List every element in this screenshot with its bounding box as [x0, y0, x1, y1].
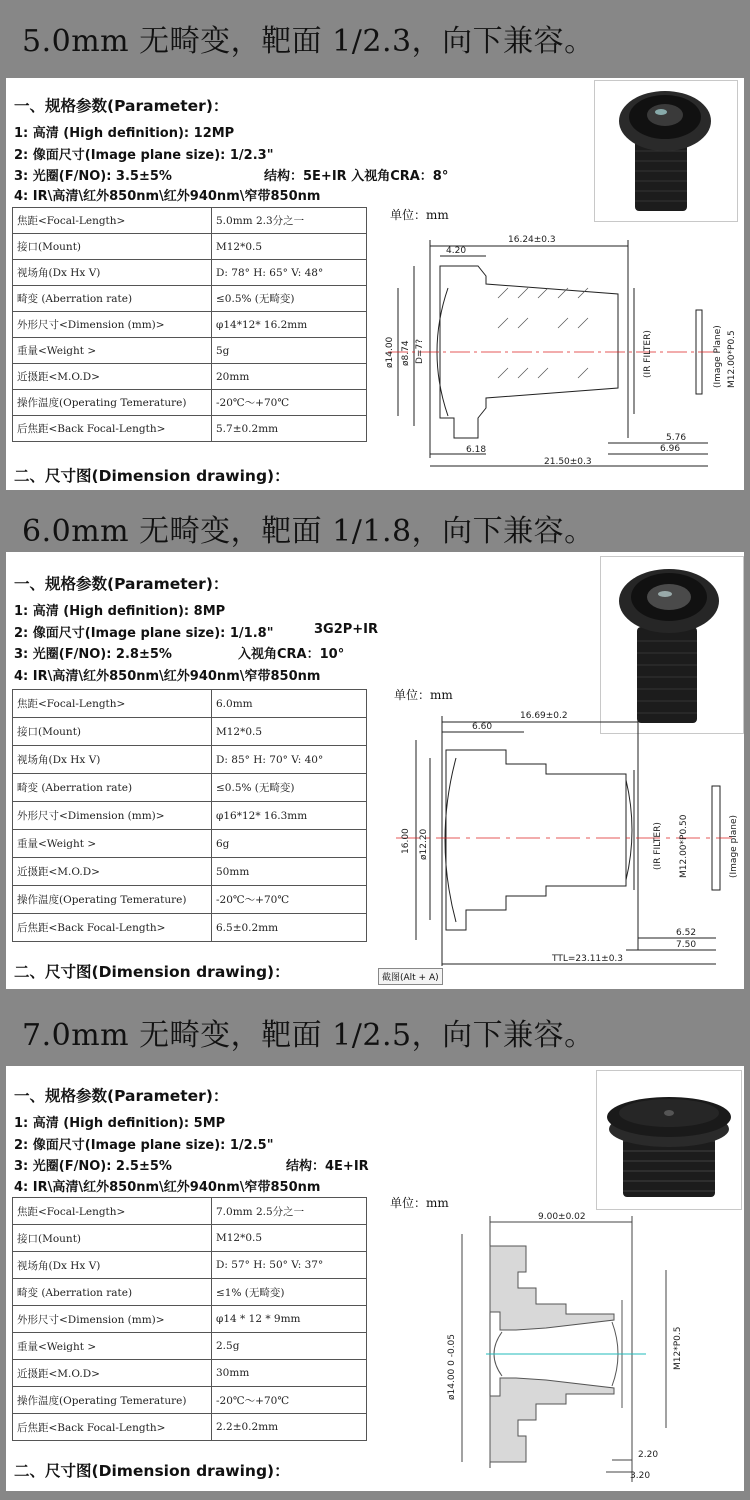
param-title: 一、规格参数(Parameter)： — [14, 575, 229, 593]
section-heading: 5.0mm 无畸变，靶面 1/2.3，向下兼容。 — [22, 24, 595, 59]
section-heading: 7.0mm 无畸变，靶面 1/2.5，向下兼容。 — [22, 1018, 595, 1053]
spec-table — [12, 207, 367, 442]
spec-line: 2: 像面尺寸(Image plane size): 1/1.8" 3G2P+IR — [14, 622, 379, 641]
unit-label: 单位：mm — [390, 1196, 449, 1210]
table-row: 后焦距<Back Focal-Length> 2.2±0.2mm — [13, 1414, 367, 1441]
svg-text:5.76: 5.76 — [666, 433, 687, 443]
spec-table — [12, 689, 367, 942]
svg-text:16.00: 16.00 — [401, 828, 411, 854]
spec-table — [12, 1197, 367, 1441]
svg-text:(Image plane): (Image plane) — [729, 814, 739, 878]
table-row: 后焦距<Back Focal-Length> 5.7±0.2mm — [13, 416, 367, 442]
lens-image — [597, 1071, 741, 1209]
table-row: 接口(Mount) M12*0.5 — [13, 718, 367, 746]
svg-text:ø14.00: ø14.00 — [385, 336, 395, 368]
lens-image — [601, 557, 743, 733]
svg-text:(IR FILTER): (IR FILTER) — [653, 822, 663, 870]
table-row: 操作温度(Operating Temerature) -20℃～+70℃ — [13, 886, 367, 914]
table-row: 视场角(Dx Hx V) D: 78° H: 65° V: 48° — [13, 260, 367, 286]
svg-text:D=7?: D=7? — [415, 339, 425, 364]
svg-text:16.69±0.2: 16.69±0.2 — [520, 711, 568, 721]
svg-text:6.18: 6.18 — [466, 445, 487, 455]
svg-text:6.52: 6.52 — [676, 928, 697, 938]
dimension-title: 二、尺寸图(Dimension drawing)： — [14, 467, 290, 485]
svg-text:TTL=23.11±0.3: TTL=23.11±0.3 — [552, 954, 624, 964]
svg-text:4.20: 4.20 — [446, 246, 467, 256]
table-row: 焦距<Focal-Length> 5.0mm 2.3分之一 — [13, 208, 367, 234]
table-row: 重量<Weight > 2.5g — [13, 1333, 367, 1360]
unit-label: 单位：mm — [390, 208, 449, 222]
spec-line: 1: 高清 (High definition): 5MP — [14, 1116, 226, 1131]
svg-text:M12.00*P0.50: M12.00*P0.50 — [679, 814, 689, 878]
table-row: 视场角(Dx Hx V) D: 85° H: 70° V: 40° — [13, 746, 367, 774]
table-row: 焦距<Focal-Length> 7.0mm 2.5分之一 — [13, 1198, 367, 1225]
param-title: 一、规格参数(Parameter)： — [14, 97, 229, 115]
table-row: 畸变 (Aberration rate) ≤0.5% (无畸变) — [13, 774, 367, 802]
svg-text:7.50: 7.50 — [676, 940, 697, 950]
spec-panel — [6, 552, 744, 989]
table-row: 操作温度(Operating Temerature) -20℃～+70℃ — [13, 1387, 367, 1414]
dimension-drawing — [386, 710, 742, 970]
table-row: 外形尺寸<Dimension (mm)> φ14 * 12 * 9mm — [13, 1306, 367, 1333]
lens-photo — [596, 1070, 742, 1210]
svg-text:ø12.20: ø12.20 — [419, 828, 429, 860]
lens-photo — [594, 80, 738, 222]
table-row: 近摄距<M.O.D> 50mm — [13, 858, 367, 886]
spec-line: 2: 像面尺寸(Image plane size): 1/2.5" — [14, 1138, 274, 1153]
spec-line: 3: 光圈(F/NO): 2.8±5% 入视角CRA：10° — [14, 647, 345, 662]
dimension-title: 二、尺寸图(Dimension drawing)： — [14, 963, 290, 981]
spec-line: 2: 像面尺寸(Image plane size): 1/2.3" — [14, 148, 274, 163]
svg-text:(IR FILTER): (IR FILTER) — [643, 330, 653, 378]
table-row: 操作温度(Operating Temerature) -20℃～+70℃ — [13, 390, 367, 416]
svg-text:16.24±0.3: 16.24±0.3 — [508, 235, 556, 245]
spec-line: 4: IR\高清\红外850nm\红外940nm\窄带850nm — [14, 1180, 321, 1195]
svg-text:3.20: 3.20 — [630, 1471, 651, 1481]
table-row: 外形尺寸<Dimension (mm)> φ16*12* 16.3mm — [13, 802, 367, 830]
svg-text:ø8.74: ø8.74 — [401, 340, 411, 366]
svg-text:(Image Plane): (Image Plane) — [713, 325, 723, 388]
dimension-title: 二、尺寸图(Dimension drawing)： — [14, 1462, 290, 1480]
svg-text:6.60: 6.60 — [472, 722, 493, 732]
table-row: 畸变 (Aberration rate) ≤1% (无畸变) — [13, 1279, 367, 1306]
spec-line: 4: IR\高清\红外850nm\红外940nm\窄带850nm — [14, 669, 321, 684]
svg-text:6.96: 6.96 — [660, 444, 681, 454]
table-row: 重量<Weight > 6g — [13, 830, 367, 858]
lens-image — [595, 81, 737, 221]
spec-line: 1: 高清 (High definition): 8MP — [14, 604, 226, 619]
svg-text:9.00±0.02: 9.00±0.02 — [538, 1212, 586, 1222]
table-row: 后焦距<Back Focal-Length> 6.5±0.2mm — [13, 914, 367, 942]
dimension-drawing — [426, 1210, 726, 1484]
svg-text:M12*P0.5: M12*P0.5 — [673, 1326, 683, 1370]
dimension-drawing — [378, 228, 744, 478]
table-row: 近摄距<M.O.D> 30mm — [13, 1360, 367, 1387]
table-row: 重量<Weight > 5g — [13, 338, 367, 364]
svg-text:21.50±0.3: 21.50±0.3 — [544, 457, 592, 467]
table-row: 外形尺寸<Dimension (mm)> φ14*12* 16.2mm — [13, 312, 367, 338]
section-heading: 6.0mm 无畸变，靶面 1/1.8，向下兼容。 — [22, 514, 595, 549]
screenshot-popup: 截图(Alt + A) — [378, 968, 443, 985]
table-row: 畸变 (Aberration rate) ≤0.5% (无畸变) — [13, 286, 367, 312]
table-row: 视场角(Dx Hx V) D: 57° H: 50° V: 37° — [13, 1252, 367, 1279]
spec-panel — [6, 78, 744, 490]
spec-line: 4: IR\高清\红外850nm\红外940nm\窄带850nm — [14, 189, 321, 204]
spec-line: 3: 光圈(F/NO): 3.5±5% 结构：5E+IR 入视角CRA：8° — [14, 169, 449, 184]
svg-text:ø14.00 0 -0.05: ø14.00 0 -0.05 — [447, 1333, 457, 1400]
table-row: 近摄距<M.O.D> 20mm — [13, 364, 367, 390]
lens-photo — [600, 556, 744, 734]
svg-text:2.20: 2.20 — [638, 1450, 659, 1460]
unit-label: 单位：mm — [394, 688, 453, 702]
spec-line: 1: 高清 (High definition): 12MP — [14, 126, 235, 141]
svg-text:M12.00*P0.5: M12.00*P0.5 — [727, 330, 737, 388]
table-row: 接口(Mount) M12*0.5 — [13, 1225, 367, 1252]
param-title: 一、规格参数(Parameter)： — [14, 1087, 229, 1105]
spec-line: 3: 光圈(F/NO): 2.5±5% 结构：4E+IR — [14, 1159, 369, 1174]
spec-panel — [6, 1066, 744, 1491]
table-row: 焦距<Focal-Length> 6.0mm — [13, 690, 367, 718]
table-row: 接口(Mount) M12*0.5 — [13, 234, 367, 260]
